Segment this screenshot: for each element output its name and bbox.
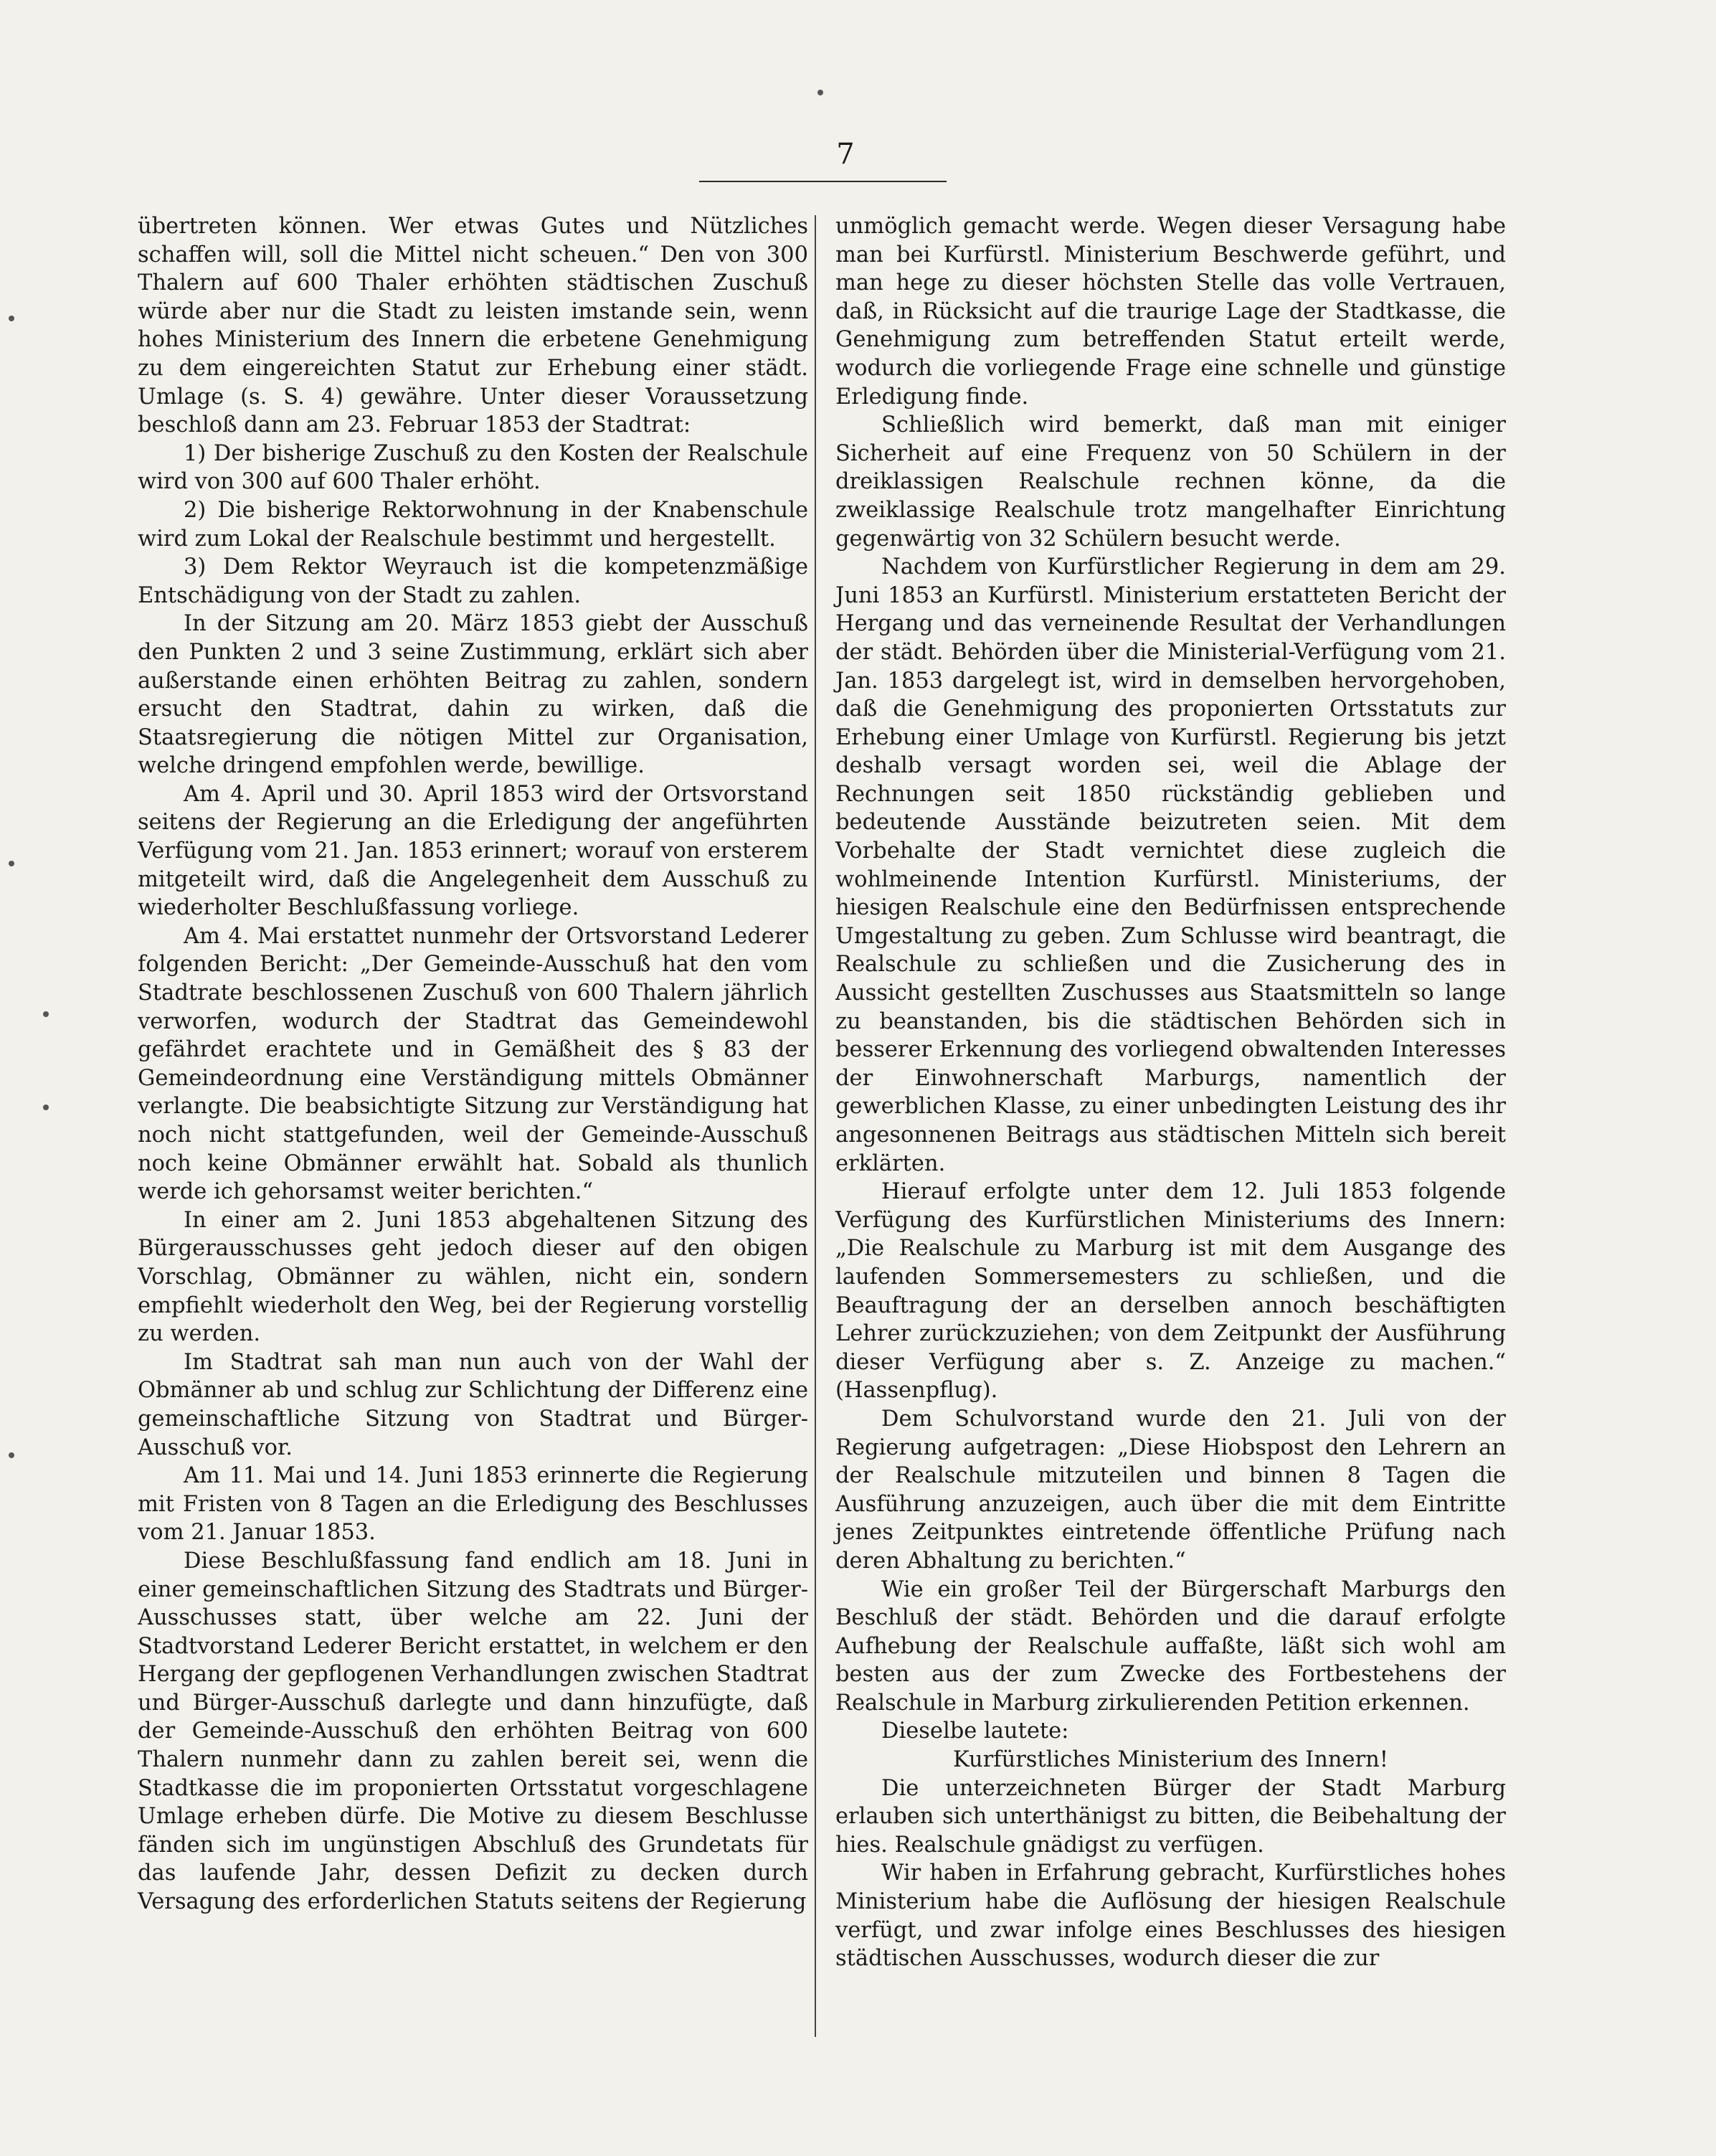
scan-speck [43, 1105, 49, 1110]
paragraph: Am 11. Mai und 14. Juni 1853 erinnerte die Regierung mit Fristen von 8 Tagen an die Erledigung des Beschlusses vom 21. Januar 1853. [138, 1463, 808, 1546]
paragraph: Am 4. April und 30. April 1853 wird der Ortsvorstand seitens der Regierung an die Erledigung der angeführten Verfügung vom 21. Jan. 1853 erinnert; worauf von ersterem mitgeteilt wird, daß die Angelegenheit dem Ausschuß zu wiederholter Beschlußfassung vorliege. [138, 781, 808, 921]
page-number: 7 [836, 138, 856, 171]
column-divider [815, 215, 816, 2037]
paragraph: In der Sitzung am 20. März 1853 giebt der Ausschuß den Punkten 2 und 3 seine Zustimmung, erklärt sich aber außerstande einen erhöhten Beitrag zu zahlen, sondern ersucht den Stadtrat, dahin zu wirken, daß die Staatsregierung die nötigen Mittel zur Organisation, welche dringend empfohlen werde, bewillige. [138, 611, 808, 779]
paragraph: Diese Beschlußfassung fand endlich am 18. Juni in einer gemeinschaftlichen Sitzung des Stadtrats und Bürger-Ausschusses statt, über welche am 22. Juni der Stadtvorstand Lederer Bericht erstattet, in welchem er den Hergang der gepflogenen Verhandlungen zwischen Stadtrat und Bürger-Ausschuß darlegte und dann hinzufügte, daß der Gemeinde-Ausschuß den erhöhten Beitrag von 600 Thalern nunmehr dann zu zahlen bereit sei, wenn die Stadtkasse die im proponierten Ortsstatut vorgeschlagene Umlage erheben dürfe. Die Motive zu diesem Beschlusse fänden sich im ungünstigen Abschluß des Grundetats für das laufende Jahr, dessen Defizit zu decken durch Versagung des erforderlichen Statuts seitens der Regierung [138, 1548, 808, 1915]
scan-speck [9, 1452, 14, 1458]
paragraph: 1) Der bisherige Zuschuß zu den Kosten der Realschule wird von 300 auf 600 Thaler erhöht. [138, 440, 808, 495]
paragraph: Am 4. Mai erstattet nunmehr der Ortsvorstand Lederer folgenden Bericht: „Der Gemeinde-Ausschuß hat den vom Stadtrate beschlossenen Zuschuß von 600 Thalern jährlich verworfen, wodurch der Stadtrat das Gemeindewohl gefährdet erachtete und in Gemäßheit des § 83 der Gemeindeordnung eine Verständigung mittels Obmänner verlangte. Die beabsichtigte Sitzung zur Verständigung hat noch nicht stattgefunden, weil der Gemeinde-Ausschuß noch keine Obmänner erwählt hat. Sobald als thunlich werde ich gehorsamst weiter berichten.“ [138, 923, 808, 1205]
scan-speck [43, 1011, 49, 1017]
paragraph: In einer am 2. Juni 1853 abgehaltenen Sitzung des Bürgerausschusses geht jedoch dieser auf den obigen Vorschlag, Obmänner zu wählen, nicht ein, sondern empfiehlt wiederholt den Weg, bei der Regierung vorstellig zu werden. [138, 1207, 808, 1347]
paragraph: Im Stadtrat sah man nun auch von der Wahl der Obmänner ab und schlug zur Schlichtung der Differenz eine gemeinschaftliche Sitzung von Stadtrat und Bürger-Ausschuß vor. [138, 1349, 808, 1460]
petition-heading: Kurfürstliches Ministerium des Innern! [952, 1747, 1389, 1773]
scan-speck [9, 861, 14, 866]
right-column [835, 212, 1506, 1973]
paragraph: Die unterzeichneten Bürger der Stadt Marburg erlauben sich unterthänigst zu bitten, die Beibehaltung der hies. Realschule gnädigst zu verfügen. [835, 1775, 1506, 1858]
paragraph: Dem Schulvorstand wurde den 21. Juli von der Regierung aufgetragen: „Diese Hiobspost den Lehrern an der Realschule mitzuteilen und binnen 8 Tagen die Ausführung anzuzeigen, auch über die mit dem Eintritte jenes Zeitpunktes eintretende öffentliche Prüfung nach deren Abhaltung zu berichten.“ [835, 1406, 1506, 1574]
left-column [138, 212, 808, 1916]
paragraph: Wir haben in Erfahrung gebracht, Kurfürstliches hohes Ministerium habe die Auflösung der hiesigen Realschule verfügt, und zwar infolge eines Beschlusses des hiesigen städtischen Ausschusses, wodurch dieser die zur [835, 1861, 1506, 1972]
paragraph: Schließlich wird bemerkt, daß man mit einiger Sicherheit auf eine Frequenz von 50 Schülern in der dreiklassigen Realschule rechnen könne, da die zweiklassige Realschule trotz mangelhafter Einrichtung gegenwärtig von 32 Schülern besucht werde. [835, 412, 1506, 552]
paragraph: 2) Die bisherige Rektorwohnung in der Knabenschule wird zum Lokal der Realschule bestimmt und hergestellt. [138, 497, 808, 552]
paragraph: Nachdem von Kurfürstlicher Regierung in dem am 29. Juni 1853 an Kurfürstl. Ministerium erstatteten Bericht der Hergang und das verneinende Resultat der Verhandlungen der städt. Behörden über die Ministerial-Verfügung vom 21. Jan. 1853 dargelegt ist, wird in demselben hervorgehoben, daß die Genehmigung des proponierten Ortsstatuts zur Erhebung einer Umlage von Kurfürstl. Regierung bis jetzt deshalb versagt worden sei, weil die Ablage der Rechnungen seit 1850 rückständig geblieben und bedeutende Ausstände beizutreten seien. Mit dem Vorbehalte der Stadt vernichtet diese zugleich die wohlmeinende Intention Kurfürstl. Ministeriums, der hiesigen Realschule eine den Bedürfnissen entsprechende Umgestaltung zu geben. Zum Schlusse wird beantragt, die Realschule zu schließen und die Zusicherung des in Aussicht gestellten Zuschusses aus Staatsmitteln so lange zu beanstanden, bis die städtischen Behörden sich in besserer Erkennung des vorliegend obwaltenden Interesses der Einwohnerschaft Marburgs, namentlich der gewerblichen Klasse, zu einer unbedingten Leistung des ihr angesonnenen Beitrags aus städtischen Mitteln sich bereit erklärten. [835, 554, 1506, 1176]
scan-speck [817, 90, 823, 95]
paragraph: unmöglich gemacht werde. Wegen dieser Versagung habe man bei Kurfürstl. Ministerium Beschwerde geführt, und man hege zu dieser höchsten Stelle das volle Vertrauen, daß, in Rücksicht auf die traurige Lage der Stadtkasse, die Genehmigung zum betreffenden Statut erteilt werde, wodurch die vorliegende Frage eine schnelle und günstige Erledigung finde. [835, 214, 1506, 410]
paragraph: 3) Dem Rektor Weyrauch ist die kompetenzmäßige Entschädigung von der Stadt zu zahlen. [138, 554, 808, 608]
scan-speck [9, 316, 14, 321]
header-rule [699, 181, 947, 182]
paragraph: Wie ein großer Teil der Bürgerschaft Marburgs den Beschluß der städt. Behörden und die darauf erfolgte Aufhebung der Realschule auffaßte, läßt sich wohl am besten aus der zum Zwecke des Fortbestehens der Realschule in Marburg zirkulierenden Petition erkennen. [835, 1576, 1506, 1716]
paragraph: Hierauf erfolgte unter dem 12. Juli 1853 folgende Verfügung des Kurfürstlichen Ministeriums des Innern: „Die Realschule zu Marburg ist mit dem Ausgange des laufenden Sommersemesters zu schließen, und die Beauftragung der an derselben annoch beschäftigten Lehrer zurückzuziehen; von dem Zeitpunkt der Ausführung dieser Verfügung aber s. Z. Anzeige zu machen.“ (Hassenpflug). [835, 1179, 1506, 1404]
paragraph: Dieselbe lautete: [881, 1718, 1069, 1744]
paragraph: übertreten können. Wer etwas Gutes und Nützliches schaffen will, soll die Mittel nicht scheuen.“ Den von 300 Thalern auf 600 Thaler erhöhten städtischen Zuschuß würde aber nur die Stadt zu leisten imstande sein, wenn hohes Ministerium des Innern die erbetene Genehmigung zu dem eingereichten Statut zur Erhebung einer städt. Umlage (s. S. 4) gewähre. Unter dieser Voraussetzung beschloß dann am 23. Februar 1853 der Stadtrat: [138, 214, 808, 438]
